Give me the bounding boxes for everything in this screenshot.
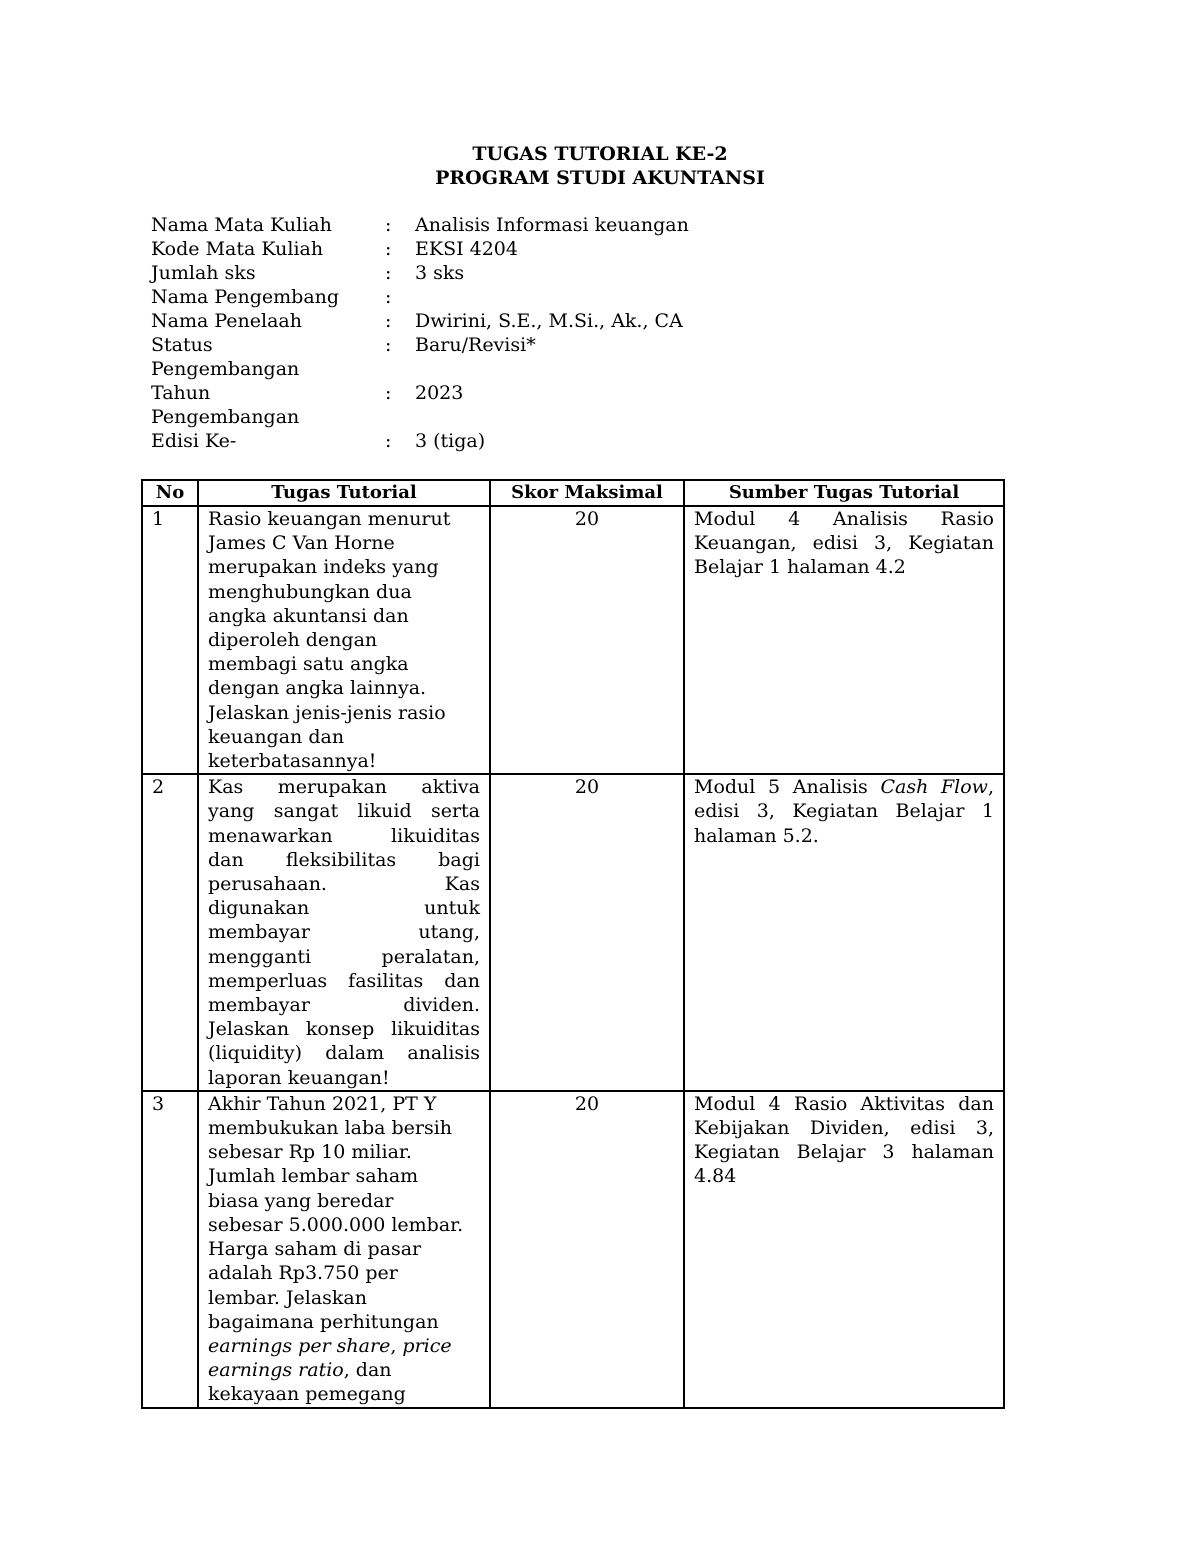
task-line (208, 1334, 480, 1382)
task-line: dengan angka lainnya. (208, 677, 427, 700)
task-line: keterbatasannya! (208, 750, 377, 773)
table-header-row (142, 480, 1004, 506)
info-colon: : (385, 334, 392, 356)
header-no: No (142, 480, 198, 506)
info-row-developer (151, 285, 815, 309)
info-value: Dwirini, S.E., M.Si., Ak., CA (415, 310, 683, 332)
course-info (151, 213, 815, 453)
task-line: menghubungkan dua (208, 580, 412, 603)
task-line: memperluas fasilitas dan (208, 969, 480, 992)
info-row-reviewer (151, 309, 815, 333)
task-separator: , dan (343, 1359, 392, 1382)
table-row (142, 774, 1004, 1091)
table-row (142, 506, 1004, 774)
task-line: Kas merupakan aktiva (208, 776, 480, 799)
task-line: (liquidity) dalam analisis (208, 1042, 480, 1065)
task-line: membayar utang, (208, 921, 480, 944)
info-value (415, 285, 815, 309)
tasks-table (141, 479, 1005, 1409)
task-line: mengganti peralatan, (208, 945, 480, 968)
task-line: dan fleksibilitas bagi (208, 848, 480, 871)
info-colon: : (385, 310, 392, 332)
info-row-edition (151, 429, 815, 453)
info-colon: : (385, 382, 392, 404)
task-source: Modul 4 Rasio Aktivitas dan Kebijakan Dividen, edisi 3, Kegiatan Belajar 3 halaman 4.84 (684, 1091, 1004, 1408)
info-value: 2023 (415, 382, 464, 404)
task-line: perusahaan. Kas (208, 873, 480, 896)
header-task: Tugas Tutorial (198, 480, 490, 506)
task-line: membagi satu angka (208, 653, 409, 676)
source-text: Modul 5 Analisis (694, 776, 881, 799)
task-line: lembar. Jelaskan (208, 1286, 367, 1309)
row-number: 2 (142, 774, 198, 1091)
row-number: 1 (142, 506, 198, 774)
max-score: 20 (490, 506, 684, 774)
info-label: Nama Penelaah (151, 310, 302, 332)
task-line: merupakan indeks yang (208, 556, 439, 579)
task-text (198, 1091, 490, 1408)
source-line: Belajar 1 halaman 4.2 (694, 556, 906, 579)
max-score: 20 (490, 774, 684, 1091)
source-line: Modul 4 Analisis Rasio (694, 508, 994, 530)
info-row-status (151, 333, 815, 381)
info-colon: : (385, 214, 392, 236)
task-line: Akhir Tahun 2021, PT Y (208, 1092, 437, 1115)
info-value: Analisis Informasi keuangan (415, 214, 689, 236)
task-line: kekayaan pemegang (208, 1383, 406, 1406)
task-line: laporan keuangan! (208, 1066, 390, 1089)
info-colon: : (385, 238, 392, 260)
info-label-line: Pengembangan (151, 358, 300, 380)
info-label: Jumlah sks (151, 262, 256, 284)
task-line: biasa yang beredar (208, 1189, 394, 1212)
source-text: , edisi 3, Kegiatan Belajar 1 halaman 5.2. (694, 776, 994, 847)
task-text (198, 774, 490, 1091)
task-text (198, 506, 490, 774)
document-title: TUGAS TUTORIAL KE-2 (472, 143, 728, 165)
info-label (151, 381, 385, 429)
info-label-line: Tahun (151, 382, 211, 404)
task-line: adalah Rp3.750 per (208, 1262, 398, 1285)
info-value: 3 (tiga) (415, 430, 486, 452)
info-colon: : (385, 286, 392, 308)
task-line: bagaimana perhitungan (208, 1310, 439, 1333)
task-line: keuangan dan (208, 725, 345, 748)
info-row-credits (151, 261, 815, 285)
document-subtitle: PROGRAM STUDI AKUNTANSI (435, 167, 765, 189)
task-line: Jelaskan konsep likuiditas (208, 1018, 480, 1041)
info-label: Nama Mata Kuliah (151, 214, 332, 236)
task-line: yang sangat likuid serta (208, 800, 480, 823)
info-label-line: Pengembangan (151, 406, 300, 428)
table-row (142, 1091, 1004, 1408)
task-line: Jelaskan jenis-jenis rasio (208, 701, 446, 724)
info-label (151, 333, 385, 381)
info-label: Nama Pengembang (151, 286, 340, 308)
info-value: Baru/Revisi* (415, 334, 536, 356)
task-line: sebesar 5.000.000 lembar. (208, 1213, 464, 1236)
task-line: Harga saham di pasar (208, 1238, 422, 1261)
task-source (684, 774, 1004, 1091)
header-max-score: Skor Maksimal (490, 480, 684, 506)
header-source: Sumber Tugas Tutorial (684, 480, 1004, 506)
max-score: 20 (490, 1091, 684, 1408)
info-row-year (151, 381, 815, 429)
task-line: James C Van Horne (208, 532, 395, 555)
info-value: 3 sks (415, 262, 465, 284)
task-line: angka akuntansi dan (208, 604, 409, 627)
source-emphasis: Cash Flow (880, 776, 988, 799)
task-line: digunakan untuk (208, 897, 480, 920)
info-label: Kode Mata Kuliah (151, 238, 324, 260)
task-line: diperoleh dengan (208, 629, 378, 652)
task-line: sebesar Rp 10 miliar. (208, 1141, 412, 1164)
info-value: EKSI 4204 (415, 238, 518, 260)
info-colon: : (385, 262, 392, 284)
info-label-line: Status (151, 334, 213, 356)
task-line: Jumlah lembar saham (208, 1165, 419, 1188)
task-emphasis: price earnings ratio (208, 1334, 452, 1382)
task-line: menawarkan likuiditas (208, 824, 480, 847)
source-line: Keuangan, edisi 3, Kegiatan (694, 532, 994, 555)
info-label: Edisi Ke- (151, 430, 237, 452)
info-row-course-name (151, 213, 815, 237)
task-source (684, 506, 1004, 774)
info-colon: : (385, 430, 392, 452)
row-number: 3 (142, 1091, 198, 1408)
task-line: membayar dividen. (208, 994, 480, 1017)
task-line: membukukan laba bersih (208, 1117, 453, 1140)
task-emphasis: earnings per share (208, 1334, 391, 1357)
task-separator: , (390, 1334, 403, 1357)
task-line: Rasio keuangan menurut (208, 508, 451, 530)
info-row-course-code (151, 237, 815, 261)
